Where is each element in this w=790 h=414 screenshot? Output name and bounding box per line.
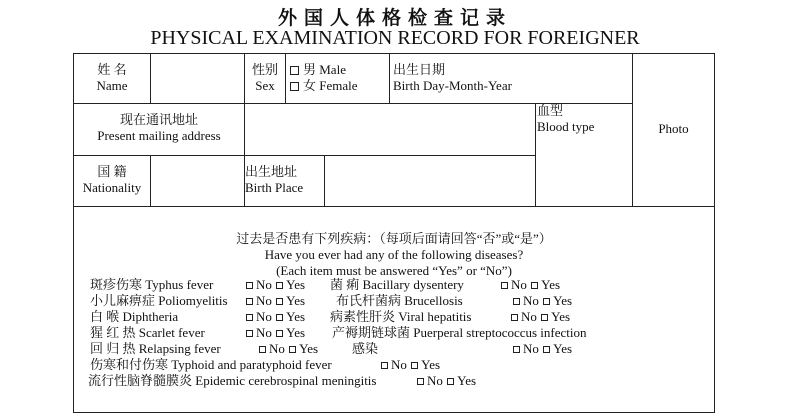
disease-instruction: (Each item must be answered “Yes” or “No”) <box>276 263 512 278</box>
no-checkbox[interactable] <box>381 362 388 369</box>
name-label-cn: 姓 名 <box>97 62 127 77</box>
birth-place-label-en: Birth Place <box>245 180 304 195</box>
yes-checkbox[interactable] <box>541 314 548 321</box>
birth-date-label-en: Birth Day-Month-Year <box>393 78 512 93</box>
address-label <box>74 112 244 144</box>
no-checkbox[interactable] <box>246 298 253 305</box>
sex-label <box>245 62 285 94</box>
answer-typhus <box>245 277 305 293</box>
female-label: 女 Female <box>303 78 358 93</box>
answer-meningitis <box>416 373 476 389</box>
no-label: No <box>427 373 443 388</box>
birth-place-field[interactable] <box>325 157 534 205</box>
yes-checkbox[interactable] <box>276 314 283 321</box>
no-label: No <box>391 357 407 372</box>
disease-label: 回 归 热 Relapsing fever <box>90 341 221 356</box>
disease-row-typhoid <box>90 357 332 373</box>
no-label: No <box>256 309 272 324</box>
name-label <box>74 62 150 94</box>
disease-row-brucellosis <box>336 293 463 309</box>
yes-label: Yes <box>286 309 306 324</box>
female-option[interactable] <box>290 78 358 94</box>
no-checkbox[interactable] <box>513 346 520 353</box>
yes-label: Yes <box>421 357 441 372</box>
yes-label: Yes <box>286 277 306 292</box>
no-checkbox[interactable] <box>246 314 253 321</box>
title-english: PHYSICAL EXAMINATION RECORD FOR FOREIGNER <box>150 27 640 49</box>
disease-row-typhus <box>90 277 213 293</box>
disease-row-polio <box>90 293 228 309</box>
no-checkbox[interactable] <box>246 282 253 289</box>
yes-checkbox[interactable] <box>447 378 454 385</box>
table-rule <box>73 155 535 156</box>
no-label: No <box>269 341 285 356</box>
no-checkbox[interactable] <box>259 346 266 353</box>
no-label: No <box>256 325 272 340</box>
table-rule <box>285 53 286 104</box>
answer-dysentery <box>500 277 560 293</box>
disease-label: 白 喉 Diphtheria <box>90 309 179 324</box>
nationality-label-en: Nationality <box>82 180 142 195</box>
yes-checkbox[interactable] <box>276 298 283 305</box>
disease-label: 产褥期链球菌 Puerperal streptococcus infection <box>332 325 587 340</box>
yes-label: Yes <box>299 341 319 356</box>
sex-options <box>290 62 358 94</box>
yes-label: Yes <box>553 293 573 308</box>
answer-brucellosis <box>512 293 572 309</box>
no-checkbox[interactable] <box>511 314 518 321</box>
no-label: No <box>511 277 527 292</box>
yes-checkbox[interactable] <box>276 282 283 289</box>
male-checkbox[interactable] <box>290 66 299 75</box>
table-border-right <box>714 53 715 413</box>
table-border-top <box>73 53 715 54</box>
yes-checkbox[interactable] <box>543 298 550 305</box>
blood-type-label-en: Blood type <box>537 119 595 134</box>
yes-checkbox[interactable] <box>411 362 418 369</box>
yes-checkbox[interactable] <box>543 346 550 353</box>
yes-label: Yes <box>286 293 306 308</box>
table-rule <box>535 103 536 207</box>
disease-row-scarlet-fever <box>90 325 205 341</box>
male-option[interactable] <box>290 62 358 78</box>
name-field[interactable] <box>151 55 243 102</box>
name-label-en: Name <box>96 78 128 93</box>
male-label: 男 Male <box>303 62 346 77</box>
birth-date-label-cn: 出生日期 <box>393 62 446 77</box>
yes-checkbox[interactable] <box>531 282 538 289</box>
disease-question-cn: 过去是否患有下列疾病：（每项后面请回答“否”或“是”） <box>236 231 552 246</box>
disease-row-relapsing-fever <box>90 341 221 357</box>
yes-checkbox[interactable] <box>289 346 296 353</box>
no-label: No <box>256 277 272 292</box>
yes-label: Yes <box>551 309 571 324</box>
nationality-label-cn: 国 籍 <box>97 164 127 179</box>
address-label-cn: 现在通讯地址 <box>119 112 198 127</box>
no-checkbox[interactable] <box>246 330 253 337</box>
answer-diphtheria <box>245 309 305 325</box>
sex-label-cn: 性别 <box>251 62 278 77</box>
no-label: No <box>521 309 537 324</box>
disease-row-meningitis <box>88 373 376 389</box>
address-field[interactable] <box>245 105 534 154</box>
disease-label: 布氏杆菌病 Brucellosis <box>336 293 463 308</box>
blood-type-label <box>537 103 594 135</box>
disease-row-diphtheria <box>90 309 178 325</box>
disease-row-hepatitis <box>330 309 471 325</box>
disease-row-puerperal <box>332 325 587 341</box>
table-rule <box>389 53 390 104</box>
table-border-bottom <box>73 412 715 413</box>
no-checkbox[interactable] <box>513 298 520 305</box>
no-label: No <box>256 293 272 308</box>
answer-typhoid <box>380 357 440 373</box>
nationality-label <box>74 164 150 196</box>
disease-label: 流行性脑脊髓膜炎 Epidemic cerebrospinal meningitis <box>88 373 377 388</box>
photo-label: Photo <box>658 121 689 136</box>
title-chinese: 外国人体格检查记录 <box>277 7 512 29</box>
no-label: No <box>523 341 539 356</box>
no-checkbox[interactable] <box>501 282 508 289</box>
blood-type-label-cn: 血型 <box>537 103 564 118</box>
no-label: No <box>523 293 539 308</box>
nationality-field[interactable] <box>151 157 243 205</box>
address-label-en: Present mailing address <box>97 128 221 143</box>
disease-label: 伤寒和付伤寒 Typhoid and paratyphoid fever <box>90 357 332 372</box>
photo-box <box>633 121 714 137</box>
disease-label: 病素性肝炎 Viral hepatitis <box>330 309 472 324</box>
disease-label: 小儿麻痹症 Poliomyelitis <box>90 293 228 308</box>
yes-checkbox[interactable] <box>276 330 283 337</box>
disease-question-en: Have you ever had any of the following diseases? <box>264 247 524 262</box>
yes-label: Yes <box>286 325 306 340</box>
birth-place-label <box>245 164 303 196</box>
answer-puerperal <box>512 341 572 357</box>
disease-row-dysentery <box>330 277 464 293</box>
answer-relapsing-fever <box>258 341 318 357</box>
yes-label: Yes <box>457 373 477 388</box>
answer-hepatitis <box>510 309 570 325</box>
no-checkbox[interactable] <box>417 378 424 385</box>
disease-label: 斑疹伤寒 Typhus fever <box>90 277 214 292</box>
yes-label: Yes <box>553 341 573 356</box>
female-checkbox[interactable] <box>290 82 299 91</box>
disease-label: 猩 红 热 Scarlet fever <box>90 325 205 340</box>
disease-label: 菌 痢 Bacillary dysentery <box>330 277 464 292</box>
birth-date-label <box>393 62 512 94</box>
birth-place-label-cn: 出生地址 <box>245 164 298 179</box>
yes-label: Yes <box>541 277 561 292</box>
answer-scarlet-fever <box>245 325 305 341</box>
disease-row-infection <box>352 341 378 357</box>
disease-label: 感染 <box>352 341 379 356</box>
sex-label-en: Sex <box>255 78 275 93</box>
answer-polio <box>245 293 305 309</box>
table-rule <box>73 206 715 207</box>
